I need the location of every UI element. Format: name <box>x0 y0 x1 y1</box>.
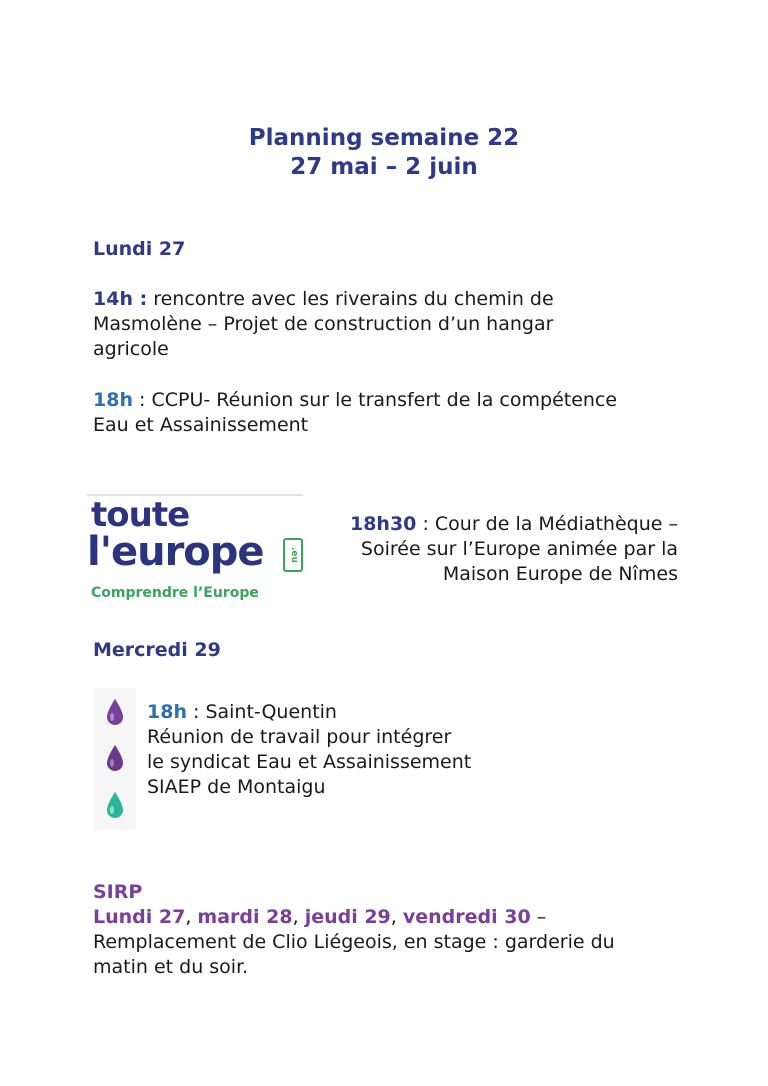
event-wednesday-18h <box>147 700 597 800</box>
sirp-day: vendredi 30 <box>402 906 531 928</box>
drop-icon-purple <box>105 744 125 772</box>
sirp-day: mardi 28 <box>197 906 293 928</box>
event-text: Soirée sur l’Europe animée par la <box>360 538 678 560</box>
day-heading-monday: Lundi 27 <box>93 238 186 260</box>
event-monday-18h <box>93 388 693 438</box>
day-heading-wednesday: Mercredi 29 <box>93 639 221 661</box>
event-time: 14h : <box>93 288 148 310</box>
sirp-day: Lundi 27 <box>93 906 186 928</box>
page-title: Planning semaine 22 <box>248 125 520 151</box>
event-place: : Saint-Quentin <box>186 701 337 723</box>
event-time: 18h <box>147 701 187 723</box>
sirp-day: jeudi 29 <box>304 906 391 928</box>
event-text: rencontre avec les riverains du chemin de <box>147 288 554 310</box>
toute-leurope-logo <box>87 494 303 614</box>
event-text: Masmolène – Projet de construction d’un hangar <box>93 313 554 335</box>
event-text: le syndicat Eau et Assainissement <box>147 751 472 773</box>
drop-icon-teal <box>105 791 125 819</box>
event-text: : CCPU- Réunion sur le transfert de la compétence <box>132 389 618 411</box>
logo-tagline: Comprendre l’Europe <box>91 585 259 601</box>
sirp-days: Lundi 27, mardi 28, jeudi 29, vendredi 30 – <box>93 906 547 928</box>
page-subtitle: 27 mai – 2 juin <box>290 154 478 180</box>
event-text: : Cour de la Médiathèque – <box>416 513 678 535</box>
sirp-description: Remplacement de Clio Liégeois, en stage : garderie du matin et du soir. <box>93 931 615 978</box>
event-monday-18h30 <box>310 512 678 587</box>
event-time: 18h <box>93 389 133 411</box>
event-text: Réunion de travail pour intégrer <box>147 726 452 748</box>
logo-eu-badge: .eu <box>283 538 303 572</box>
event-text: Maison Europe de Nîmes <box>442 563 678 585</box>
event-text: SIAEP de Montaigu <box>147 776 326 798</box>
event-text: Eau et Assainissement <box>93 414 309 436</box>
event-monday-14h <box>93 287 693 362</box>
sirp-heading: SIRP <box>93 881 143 903</box>
event-time: 18h30 <box>349 513 417 535</box>
event-text: agricole <box>93 338 169 360</box>
drop-icon-purple <box>105 698 125 726</box>
logo-text-line2: l'europe <box>87 529 264 575</box>
water-drops-illustration <box>94 688 136 830</box>
logo-text-line1: toute <box>91 495 190 535</box>
